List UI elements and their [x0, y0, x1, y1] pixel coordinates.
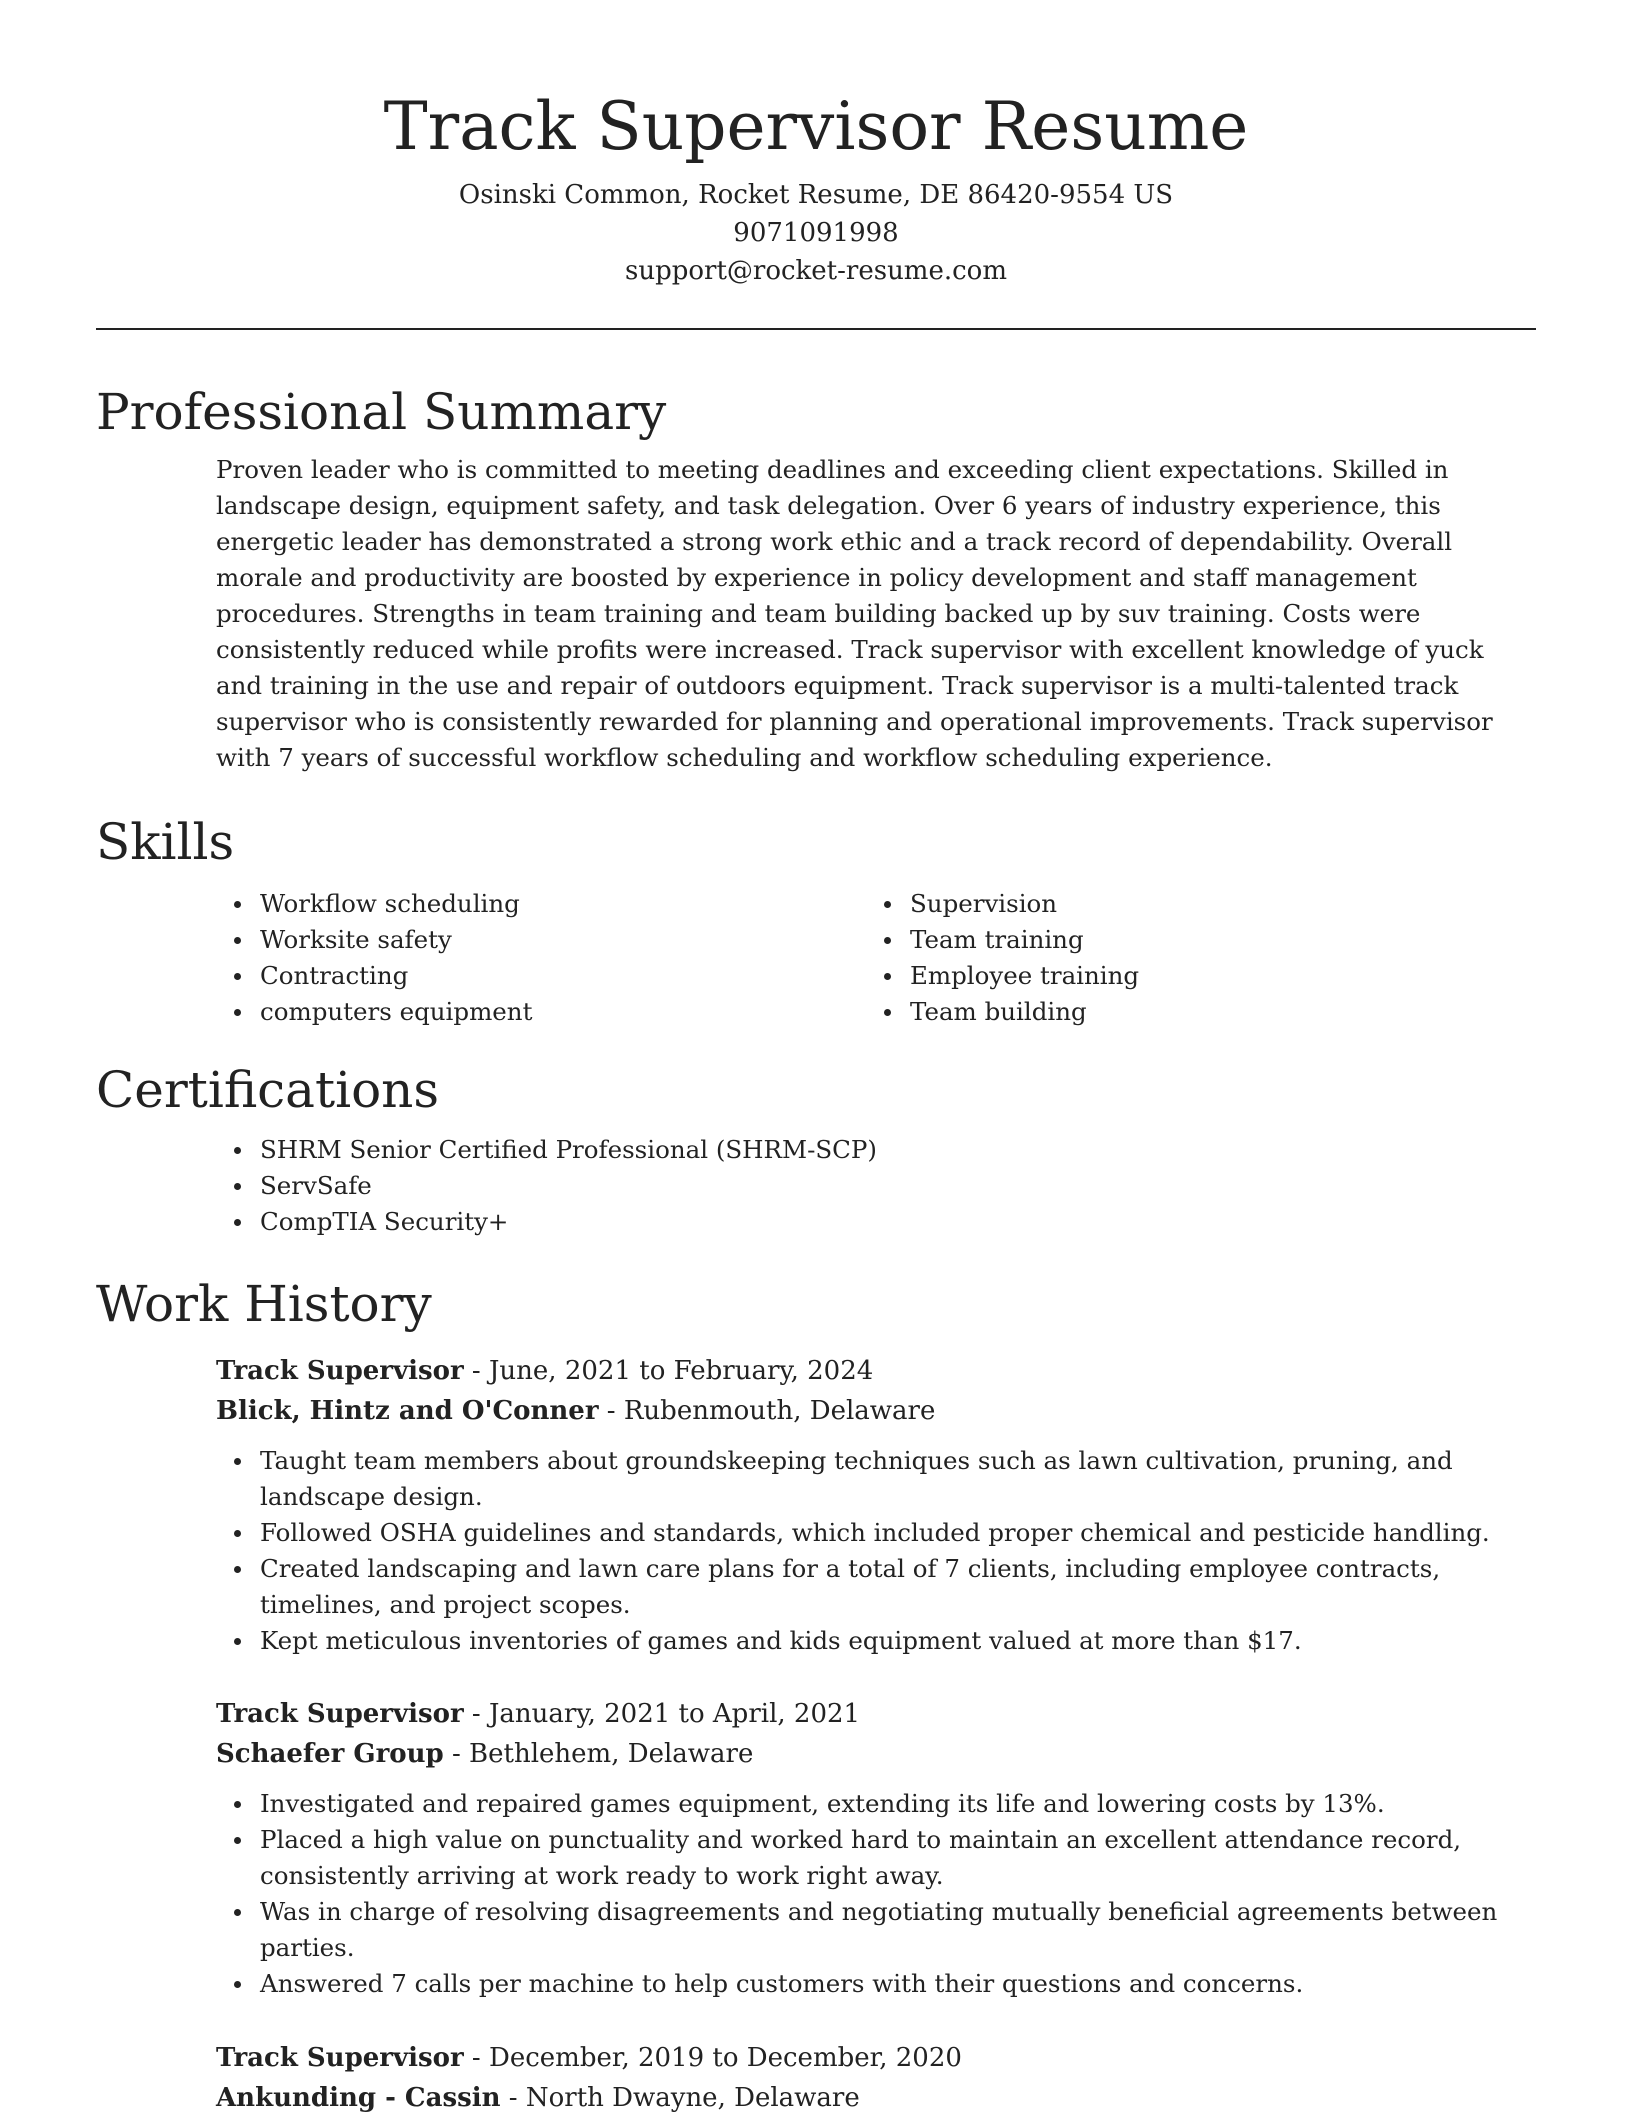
summary-text: Proven leader who is committed to meeting deadlines and exceeding client expectations. Skilled in landscape design, equipment safety, and task delegation. Over 6 years of industry experience, this energetic leader has demonstrated a strong work ethic and a track record of dependability. Overall morale and productivity are boosted by experience in policy development and staff management procedures. Strengths in team training and team building backed up by suv training. Costs were consistently reduced while profits were increased. Track supervisor with excellent knowledge of yuck and training in the use and repair of outdoors equipment. Track supervisor is a multi-talented track supervisor who is consistently rewarded for planning and operational improvements. Track supervisor with 7 years of successful workflow scheduling and workflow scheduling experience.	[216, 455, 1493, 772]
work-history-heading: Work History	[96, 1275, 432, 1333]
certification-item: ServSafe	[216, 1168, 1536, 1204]
job-dates: December, 2019 to December, 2020	[489, 2043, 962, 2073]
job-title-line: Track Supervisor - June, 2021 to February, 2024	[216, 1356, 874, 1386]
job-location: Bethlehem, Delaware	[469, 1739, 754, 1769]
header-divider	[96, 328, 1536, 330]
skill-item: Team building	[866, 994, 1516, 1030]
job-title: Track Supervisor	[216, 1699, 464, 1729]
job-bullet: Taught team members about groundskeeping techniques such as lawn cultivation, pruning, and landscape design.	[216, 1443, 1536, 1515]
certification-item: SHRM Senior Certified Professional (SHRM-SCP)	[216, 1132, 1536, 1168]
skills-section	[96, 810, 1536, 1030]
skills-heading: Skills	[96, 813, 235, 871]
job-location: North Dwayne, Delaware	[525, 2083, 860, 2113]
certifications-section	[96, 1058, 1536, 1240]
certifications-list	[216, 1132, 1536, 1240]
job-bullet: Was in charge of resolving disagreements and negotiating mutually beneficial agreements between parties.	[216, 1894, 1536, 1966]
job-entry	[216, 2038, 1536, 2118]
job-company-line: Ankunding - Cassin - North Dwayne, Delaware	[216, 2083, 860, 2113]
job-company: Blick, Hintz and O'Conner	[216, 1396, 599, 1426]
resume-page	[96, 0, 1536, 2113]
job-company-line: Schaefer Group - Bethlehem, Delaware	[216, 1739, 754, 1769]
job-title: Track Supervisor	[216, 2043, 464, 2073]
job-title: Track Supervisor	[216, 1356, 464, 1386]
job-company: Ankunding - Cassin	[216, 2083, 501, 2113]
job-bullet: Answered 7 calls per machine to help customers with their questions and concerns.	[216, 1966, 1536, 2002]
certifications-heading: Certifications	[96, 1061, 440, 1119]
job-bullets	[216, 1786, 1536, 2002]
skills-left-list	[216, 886, 866, 1030]
job-bullets	[216, 1443, 1536, 1659]
skill-item: Contracting	[216, 958, 866, 994]
contact-address: Osinski Common, Rocket Resume, DE 86420-9554 US	[458, 180, 1174, 210]
job-title-line: Track Supervisor - December, 2019 to December, 2020	[216, 2043, 962, 2073]
summary-heading: Professional Summary	[96, 383, 667, 441]
certification-item: CompTIA Security+	[216, 1204, 1536, 1240]
job-bullet: Created landscaping and lawn care plans for a total of 7 clients, including employee contracts, timelines, and project scopes.	[216, 1551, 1536, 1623]
job-bullet: Kept meticulous inventories of games and kids equipment valued at more than $17.	[216, 1623, 1536, 1659]
job-entry	[216, 1351, 1536, 1659]
job-company-line: Blick, Hintz and O'Conner - Rubenmouth, Delaware	[216, 1396, 936, 1426]
job-bullet: Investigated and repaired games equipment, extending its life and lowering costs by 13%.	[216, 1786, 1536, 1822]
skills-right-list	[866, 886, 1516, 1030]
contact-phone: 9071091998	[733, 218, 899, 248]
job-company: Schaefer Group	[216, 1739, 444, 1769]
job-location: Rubenmouth, Delaware	[623, 1396, 936, 1426]
skill-item: Team training	[866, 922, 1516, 958]
job-entry	[216, 1694, 1536, 2002]
skill-item: Supervision	[866, 886, 1516, 922]
job-bullet: Placed a high value on punctuality and worked hard to maintain an excellent attendance record, consistently arriving at work ready to work right away.	[216, 1822, 1536, 1894]
work-history-section	[96, 1272, 1536, 1336]
page-title: Track Supervisor Resume	[383, 88, 1249, 165]
skills-columns	[216, 886, 1536, 1030]
contact-email: support@rocket-resume.com	[624, 256, 1007, 286]
skill-item: Employee training	[866, 958, 1516, 994]
job-title-line: Track Supervisor - January, 2021 to April, 2021	[216, 1699, 861, 1729]
summary-section	[96, 380, 1536, 776]
contact-block	[96, 176, 1536, 290]
skill-item: Workflow scheduling	[216, 886, 866, 922]
job-dates: January, 2021 to April, 2021	[489, 1699, 861, 1729]
job-bullet: Followed OSHA guidelines and standards, which included proper chemical and pesticide handling.	[216, 1515, 1536, 1551]
skill-item: Worksite safety	[216, 922, 866, 958]
skill-item: computers equipment	[216, 994, 866, 1030]
job-dates: June, 2021 to February, 2024	[489, 1356, 874, 1386]
